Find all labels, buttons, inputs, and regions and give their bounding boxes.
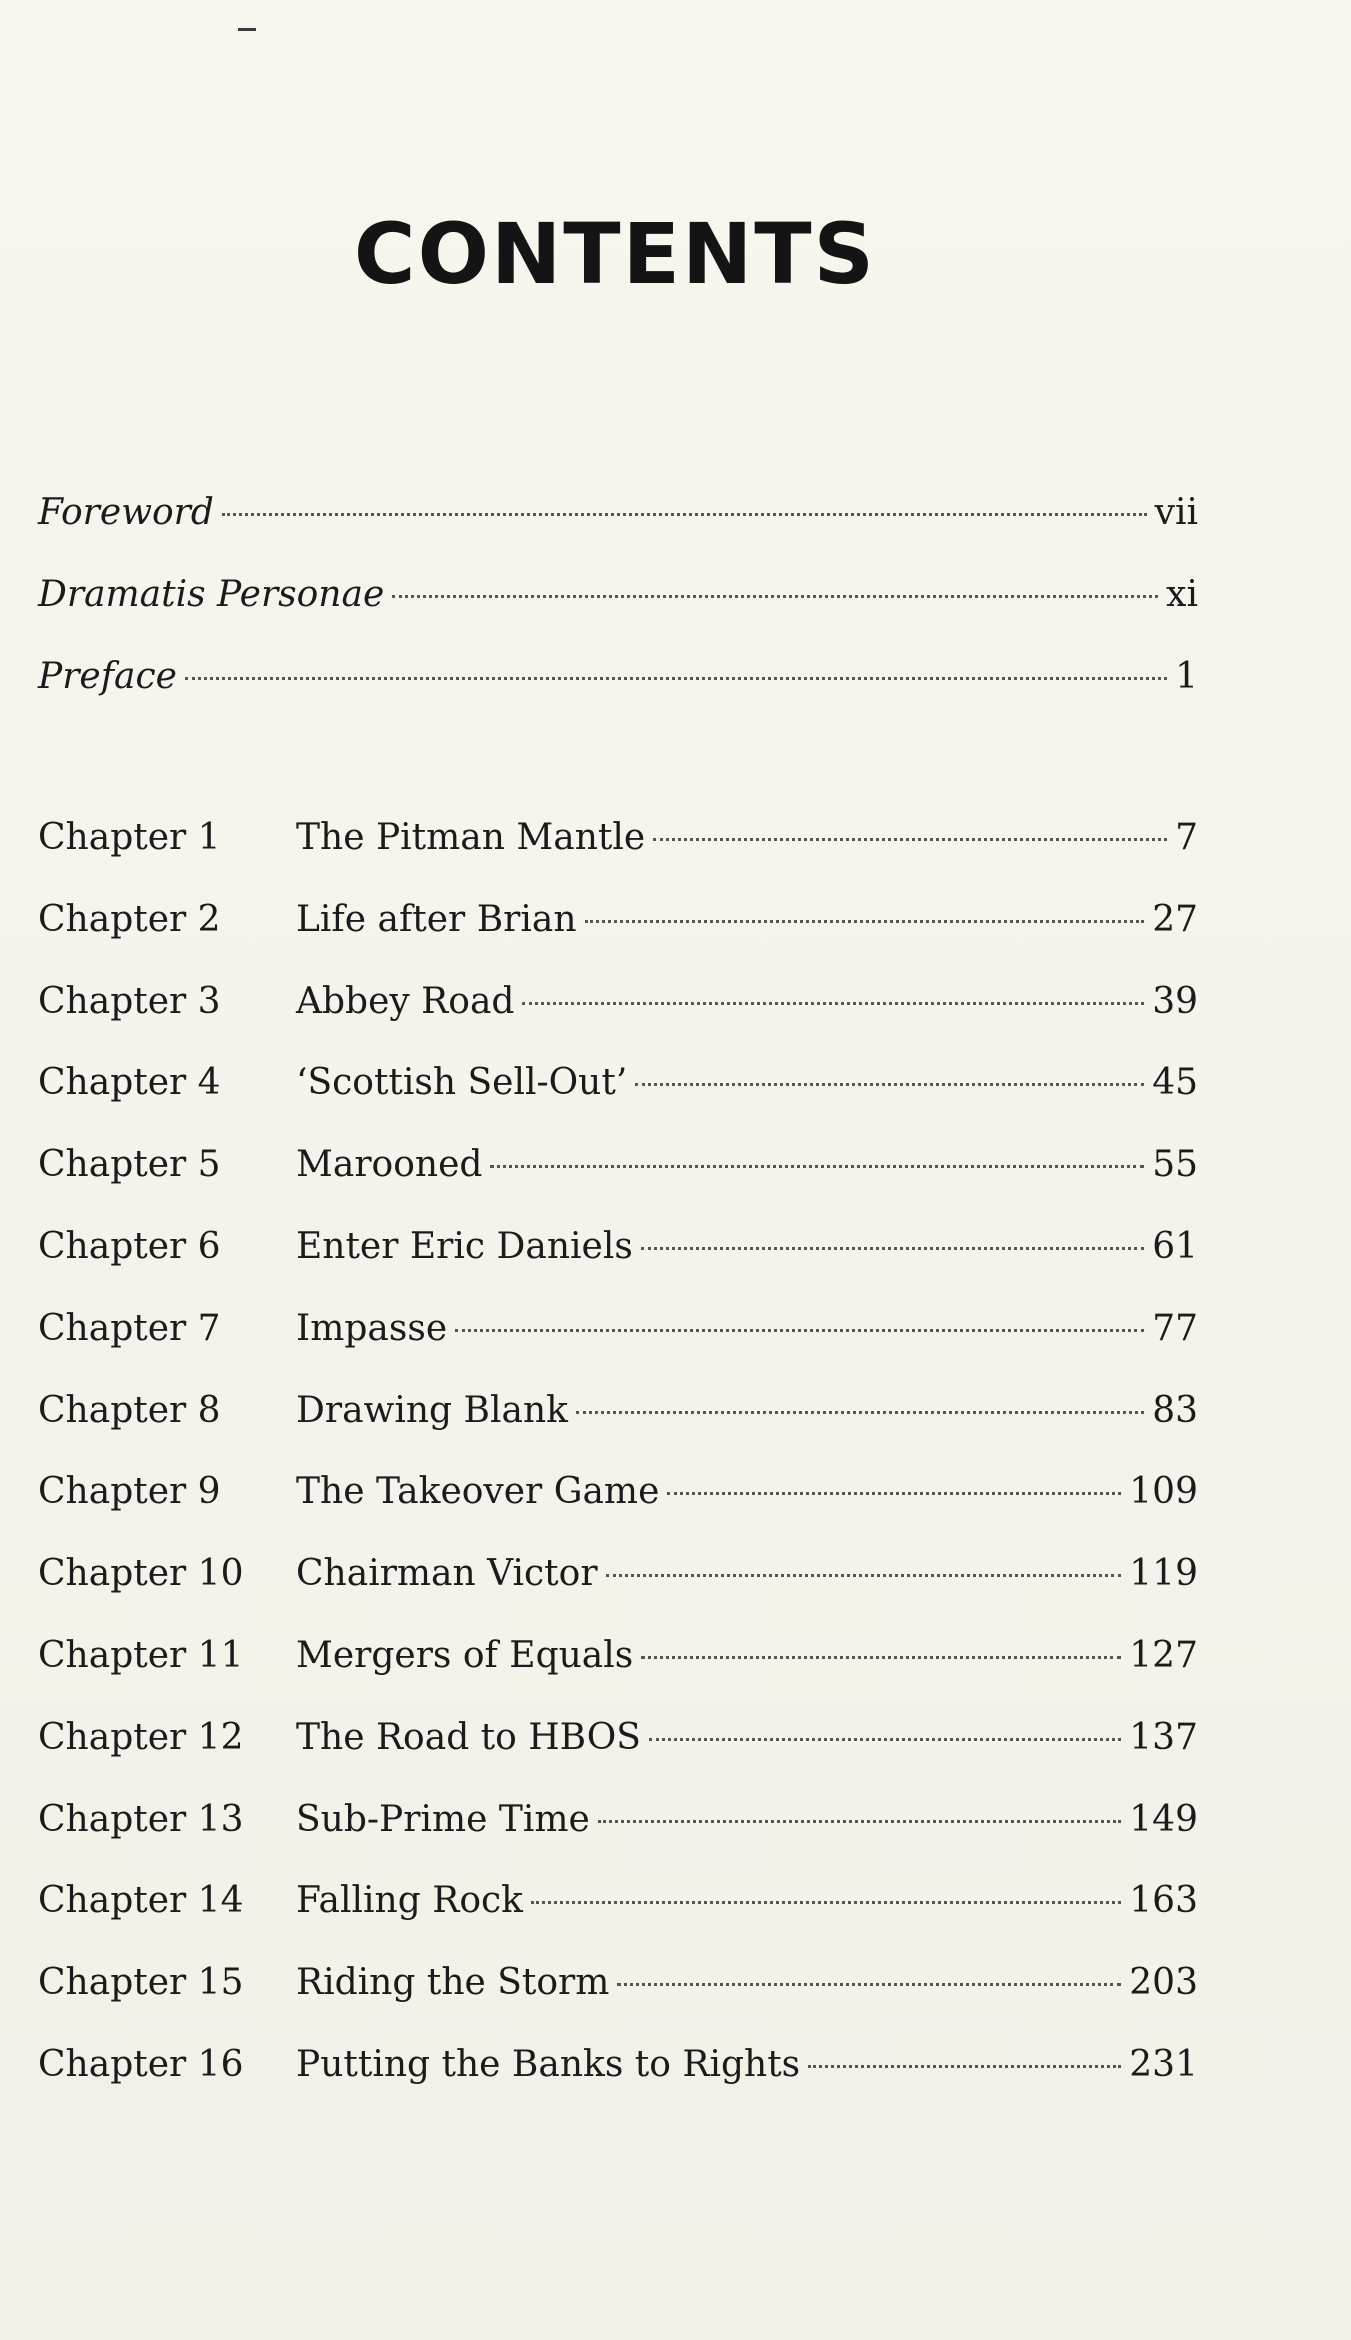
chapter-number: Chapter 12	[38, 1716, 244, 1758]
chapter-title: The Pitman Mantle	[296, 817, 646, 858]
dot-leader	[635, 1083, 1144, 1086]
chapter-page: 231	[1129, 2043, 1198, 2085]
chapter-number: Chapter 8	[38, 1389, 221, 1431]
chapter-number: Chapter 11	[38, 1634, 244, 1676]
chapter-number: Chapter 9	[38, 1471, 221, 1513]
dot-leader	[617, 1983, 1121, 1986]
chapter-entry	[38, 1144, 1198, 1226]
chapter-title: Chairman Victor	[296, 1553, 598, 1595]
chapter-entry	[38, 899, 1198, 981]
chapter-title: Mergers of Equals	[296, 1634, 634, 1676]
chapter-entry	[38, 981, 1198, 1063]
chapter-title: Riding the Storm	[296, 1962, 610, 2004]
chapter-number: Chapter 4	[38, 1062, 221, 1104]
toc-entry-page: 1	[1175, 656, 1198, 697]
dot-leader	[641, 1247, 1144, 1250]
chapter-entry	[38, 1308, 1198, 1390]
chapter-page: 61	[1152, 1225, 1198, 1267]
chapter-entry	[38, 1471, 1198, 1553]
chapter-number: Chapter 1	[38, 817, 221, 858]
chapter-entry	[38, 1390, 1198, 1472]
chapters-list	[38, 817, 1198, 2126]
chapter-entry	[38, 1799, 1198, 1881]
chapter-title: Marooned	[296, 1144, 483, 1186]
chapter-page: 149	[1129, 1798, 1198, 1840]
chapter-entry	[38, 1062, 1198, 1144]
chapter-title: The Road to HBOS	[296, 1716, 641, 1758]
chapter-number: Chapter 3	[38, 980, 221, 1022]
chapter-page: 137	[1129, 1716, 1198, 1758]
dot-leader	[606, 1574, 1122, 1577]
dot-leader	[522, 1002, 1144, 1005]
dot-leader	[598, 1820, 1121, 1823]
toc-entry-label: Foreword	[38, 492, 214, 533]
dot-leader	[222, 513, 1147, 516]
chapter-number: Chapter 6	[38, 1225, 221, 1267]
toc-entry-label: Preface	[38, 656, 177, 697]
toc-entry-dramatis-personae	[38, 574, 1198, 656]
chapter-entry	[38, 1880, 1198, 1962]
chapter-page: 119	[1129, 1553, 1198, 1595]
chapter-number: Chapter 16	[38, 2043, 244, 2085]
chapter-page: 55	[1152, 1144, 1198, 1186]
chapter-title: The Takeover Game	[296, 1471, 660, 1513]
dot-leader	[185, 677, 1167, 680]
chapter-page: 163	[1129, 1880, 1198, 1922]
chapter-number: Chapter 2	[38, 898, 221, 940]
chapter-entry	[38, 1553, 1198, 1635]
dot-leader	[649, 1738, 1121, 1741]
chapter-entry	[38, 1717, 1198, 1799]
dot-leader	[392, 595, 1158, 598]
dot-leader	[653, 838, 1167, 841]
chapter-title: Abbey Road	[296, 980, 515, 1022]
chapter-page: 7	[1175, 817, 1198, 858]
chapter-title: Drawing Blank	[296, 1389, 568, 1431]
page-title: CONTENTS	[353, 205, 877, 303]
chapter-page: 77	[1152, 1307, 1198, 1349]
chapter-title: Life after Brian	[296, 898, 577, 940]
chapter-number: Chapter 10	[38, 1553, 244, 1595]
page-mark	[238, 28, 256, 31]
chapter-title: ‘Scottish Sell-Out’	[296, 1062, 628, 1104]
dot-leader	[490, 1165, 1144, 1168]
chapter-number: Chapter 14	[38, 1880, 244, 1922]
toc-entry-page: vii	[1154, 492, 1198, 533]
toc-entry-foreword	[38, 492, 1198, 574]
dot-leader	[667, 1492, 1121, 1495]
chapter-entry	[38, 1635, 1198, 1717]
dot-leader	[531, 1901, 1121, 1904]
dot-leader	[585, 920, 1145, 923]
chapter-number: Chapter 7	[38, 1307, 221, 1349]
chapter-title: Enter Eric Daniels	[296, 1225, 633, 1267]
prelims-list	[38, 492, 1198, 738]
dot-leader	[641, 1656, 1121, 1659]
chapter-page: 27	[1152, 898, 1198, 940]
chapter-number: Chapter 13	[38, 1798, 244, 1840]
chapter-entry	[38, 817, 1198, 899]
chapter-entry	[38, 2044, 1198, 2126]
chapter-page: 45	[1152, 1062, 1198, 1104]
chapter-page: 127	[1129, 1634, 1198, 1676]
dot-leader	[455, 1329, 1144, 1332]
chapter-page: 203	[1129, 1962, 1198, 2004]
chapter-number: Chapter 15	[38, 1962, 244, 2004]
toc-entry-page: xi	[1166, 574, 1198, 615]
chapter-number: Chapter 5	[38, 1144, 221, 1186]
chapter-title: Falling Rock	[296, 1880, 523, 1922]
toc-entry-label: Dramatis Personae	[38, 574, 385, 615]
toc-entry-preface	[38, 656, 1198, 738]
chapter-entry	[38, 1962, 1198, 2044]
chapter-title: Sub-Prime Time	[296, 1798, 590, 1840]
chapter-entry	[38, 1226, 1198, 1308]
chapter-title: Impasse	[296, 1307, 448, 1349]
chapter-title: Putting the Banks to Rights	[296, 2043, 801, 2085]
dot-leader	[576, 1411, 1144, 1414]
dot-leader	[808, 2065, 1121, 2068]
chapter-page: 83	[1152, 1389, 1198, 1431]
chapter-page: 39	[1152, 980, 1198, 1022]
chapter-page: 109	[1129, 1471, 1198, 1513]
